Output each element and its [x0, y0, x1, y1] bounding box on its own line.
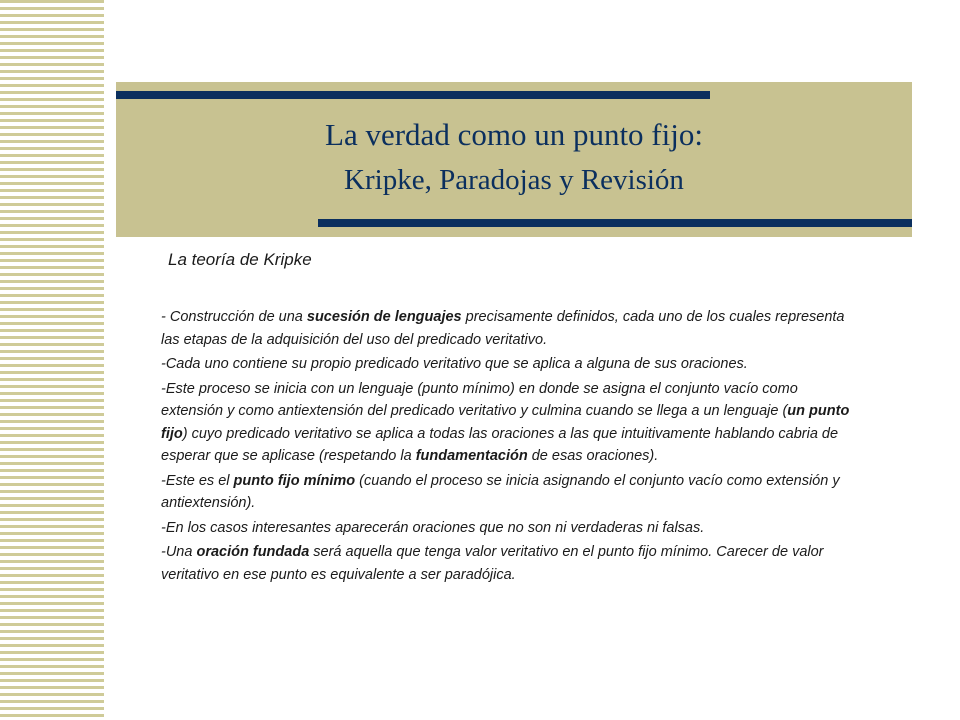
paragraph-text: -Una [161, 544, 197, 560]
emphasis-term: sucesión de lenguajes [306, 309, 462, 325]
slide-subtitle: La teoría de Kripke [168, 250, 312, 269]
title-bar-top [116, 91, 710, 99]
paragraph-text: (cuando el proceso se inicia asignando el conjunto vacío como extensión y antiextensión). [161, 472, 840, 511]
paragraph-3 [161, 378, 861, 468]
paragraph-6 [161, 541, 861, 586]
paragraph-text: de esas oraciones). [527, 448, 659, 464]
paragraph-text: -Este proceso se inicia con un lenguaje (punto mínimo) en donde se asigna el conjunto vacío como extensión y como antiextensión del predicado veritativo y culmina cuando se llega a un lenguaje ( [161, 380, 798, 419]
slide-title [116, 112, 912, 202]
emphasis-term: oración fundada [196, 544, 310, 560]
decorative-stripes [0, 0, 104, 720]
emphasis-term: fundamentación [415, 448, 528, 464]
paragraph-text: -Cada uno contiene su propio predicado veritativo que se aplica a alguna de sus oraciones. [161, 356, 748, 372]
paragraph-text: - Construcción de una [161, 309, 307, 325]
paragraph-text: ) cuyo predicado veritativo se aplica a todas las oraciones a las que intuitivamente hablando cabria de esperar que se aplicase (respetando la [161, 425, 839, 464]
emphasis-term: punto fijo mínimo [233, 472, 356, 489]
paragraph-text: -Este es el [161, 472, 234, 489]
paragraph-1 [161, 306, 861, 351]
title-line-1: La verdad como un punto fijo: [325, 117, 703, 152]
paragraph-2 [161, 353, 861, 376]
paragraph-text: será aquella que tenga valor veritativo en el punto fijo mínimo. Carecer de valor veritativo en ese punto es equivalente a ser paradójica. [161, 544, 824, 583]
paragraph-5 [161, 517, 861, 540]
title-line-2: Kripke, Paradojas y Revisión [344, 164, 684, 196]
title-bar-bottom [318, 219, 912, 227]
paragraph-4 [161, 470, 861, 515]
paragraph-text: -En los casos interesantes aparecerán oraciones que no son ni verdaderas ni falsas. [161, 519, 705, 536]
emphasis-term: un punto fijo [161, 403, 850, 442]
paragraph-text: precisamente definidos, cada uno de los cuales representa las etapas de la adquisición del uso del predicado veritativo. [161, 309, 845, 348]
slide-body [161, 306, 861, 588]
